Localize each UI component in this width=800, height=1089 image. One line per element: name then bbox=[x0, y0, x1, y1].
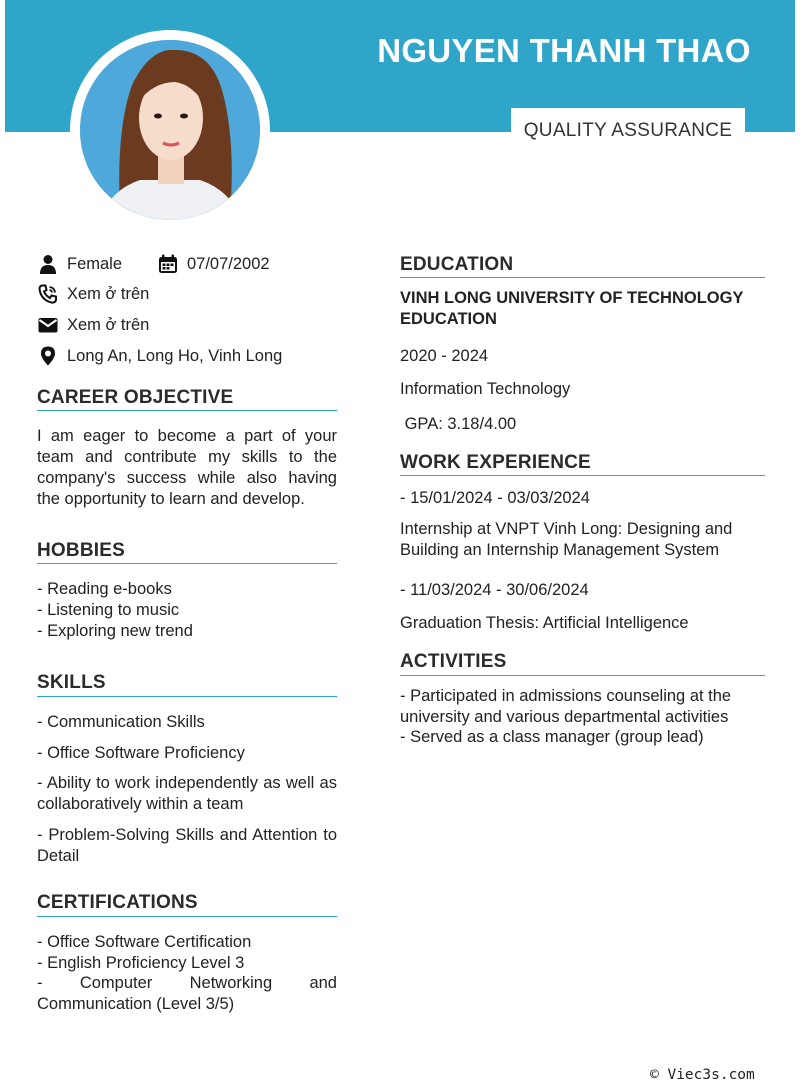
career-objective-divider bbox=[37, 410, 337, 411]
skill-item: - Communication Skills bbox=[37, 713, 205, 731]
profile-photo-illustration bbox=[80, 40, 260, 220]
certifications-divider bbox=[37, 916, 337, 917]
education-major: Information Technology bbox=[400, 380, 571, 398]
phone-row bbox=[37, 283, 149, 305]
career-objective-heading: CAREER OBJECTIVE bbox=[37, 387, 234, 408]
user-icon bbox=[37, 253, 59, 275]
dob-value: 07/07/2002 bbox=[187, 254, 270, 273]
phone-icon bbox=[37, 283, 59, 305]
hobbies-divider bbox=[37, 563, 337, 564]
hobby-item: - Exploring new trend bbox=[37, 622, 193, 640]
certifications-heading: CERTIFICATIONS bbox=[37, 892, 198, 913]
skill-item: - Problem-Solving Skills and Attention to Detail bbox=[37, 826, 337, 865]
work-description: Graduation Thesis: Artificial Intelligence bbox=[400, 614, 689, 632]
envelope-icon bbox=[37, 314, 59, 336]
hobbies-heading: HOBBIES bbox=[37, 540, 125, 561]
calendar-icon bbox=[157, 253, 179, 275]
school-name: VINH LONG UNIVERSITY OF TECHNOLOGY EDUCATION bbox=[400, 289, 744, 328]
profile-photo bbox=[80, 40, 260, 220]
skills-divider bbox=[37, 696, 337, 697]
candidate-name: NGUYEN THANH THAO bbox=[377, 32, 751, 69]
certification-item: - Office Software Certification bbox=[37, 933, 252, 951]
activities-divider bbox=[400, 675, 765, 676]
location-pin-icon bbox=[37, 345, 59, 367]
email-row bbox=[37, 314, 149, 336]
work-period: - 11/03/2024 - 30/06/2024 bbox=[400, 581, 589, 599]
skill-item: - Ability to work independently as well as collaboratively within a team bbox=[37, 774, 337, 813]
dob-row bbox=[157, 253, 270, 275]
activities-heading: ACTIVITIES bbox=[400, 651, 507, 672]
work-experience-divider bbox=[400, 475, 765, 476]
work-period: - 15/01/2024 - 03/03/2024 bbox=[400, 489, 590, 507]
skill-item: - Office Software Proficiency bbox=[37, 744, 245, 762]
gender-value: Female bbox=[67, 254, 123, 273]
work-description: Internship at VNPT Vinh Long: Designing and Building an Internship Management System bbox=[400, 520, 733, 559]
education-years: 2020 - 2024 bbox=[400, 347, 489, 365]
hobby-item: - Reading e-books bbox=[37, 580, 172, 598]
address-row bbox=[37, 345, 282, 367]
activity-item: - Participated in admissions counseling at the university and various departmental activities bbox=[400, 687, 732, 726]
certification-item: - Computer Networking and Communication (Level 3/5) bbox=[37, 974, 337, 1013]
activity-item: - Served as a class manager (group lead) bbox=[400, 728, 704, 746]
education-gpa: GPA: 3.18/4.00 bbox=[400, 415, 517, 433]
skills-heading: SKILLS bbox=[37, 672, 106, 693]
job-title-box bbox=[511, 108, 745, 154]
gender-row bbox=[37, 253, 122, 275]
phone-value: Xem ở trên bbox=[67, 284, 150, 303]
education-heading: EDUCATION bbox=[400, 254, 514, 275]
job-title: QUALITY ASSURANCE bbox=[523, 120, 733, 141]
footer-watermark: © Viec3s.com bbox=[650, 1067, 755, 1083]
career-objective-text: I am eager to become a part of your team and contribute my skills to the company's success while also having the opportunity to learn and develop. bbox=[37, 427, 337, 508]
certification-item: - English Proficiency Level 3 bbox=[37, 954, 245, 972]
address-value: Long An, Long Ho, Vinh Long bbox=[67, 346, 283, 365]
hobby-item: - Listening to music bbox=[37, 601, 180, 619]
work-experience-heading: WORK EXPERIENCE bbox=[400, 452, 591, 473]
email-value: Xem ở trên bbox=[67, 315, 150, 334]
education-divider bbox=[400, 277, 765, 278]
